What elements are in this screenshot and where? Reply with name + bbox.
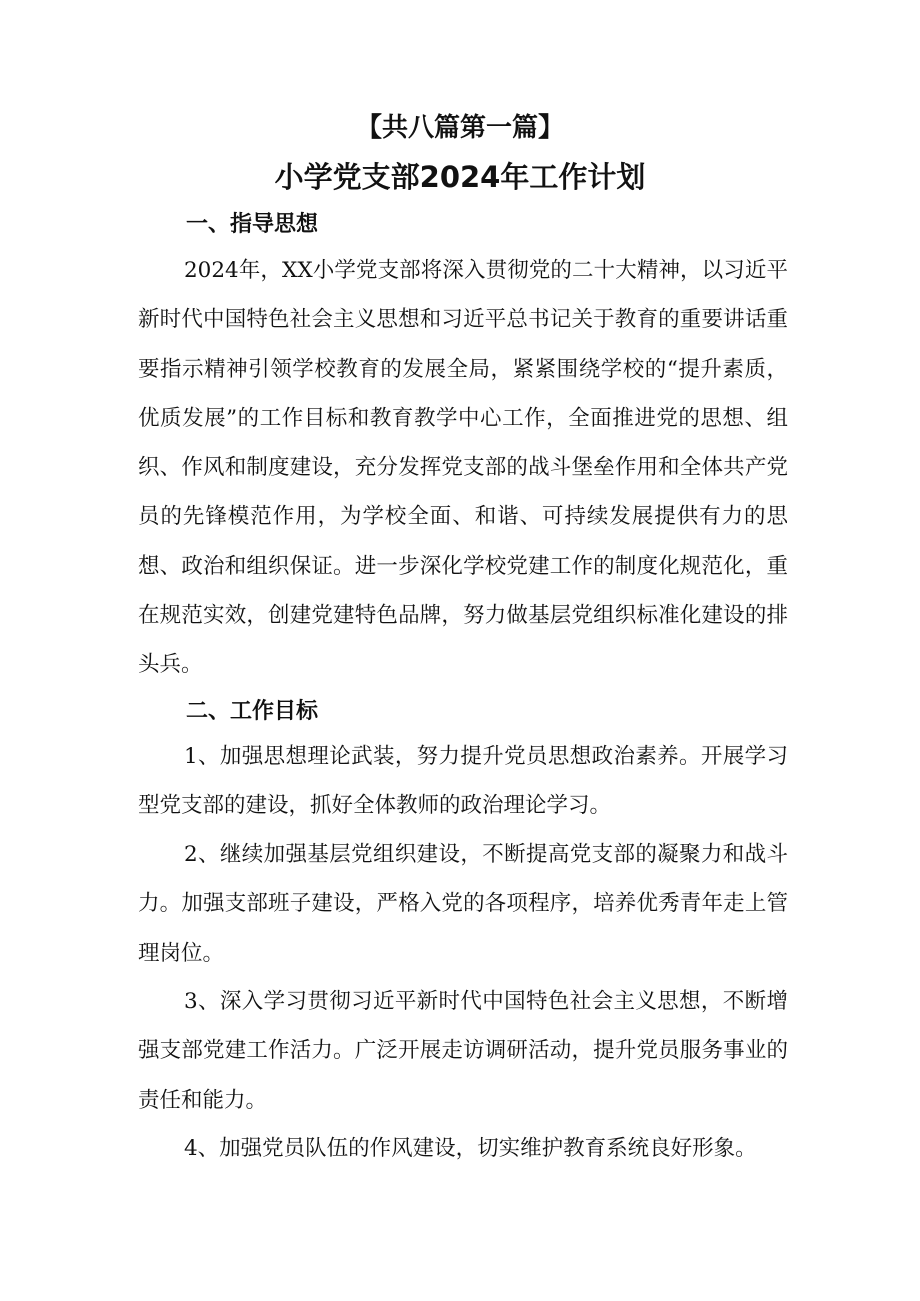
paragraph-goal-3: 3、深入学习贯彻习近平新时代中国特色社会主义思想，不断增强支部党建工作活力。广泛开展走访调研活动，提升党员服务事业的责任和能力。: [138, 989, 788, 1113]
paragraph-goal-2: 2、继续加强基层党组织建设，不断提高党支部的凝聚力和战斗力。加强支部班子建设，严格入党的各项程序，培养优秀青年走上管理岗位。: [138, 842, 788, 966]
section-heading-guiding-ideology: 一、指导思想: [186, 212, 319, 237]
paragraph-goal-4: 4、加强党员队伍的作风建设，切实维护教育系统良好形象。: [184, 1136, 757, 1161]
paragraph-guiding-ideology: 2024年，XX小学党支部将深入贯彻党的二十大精神，以习近平新时代中国特色社会主义思想和习近平总书记关于教育的重要讲话重要指示精神引领学校教育的发展全局，紧紧围绕学校的“提升素质，优质发展”的工作目标和教育教学中心工作，全面推进党的思想、组织、作风和制度建设，充分发挥党支部的战斗堡垒作用和全体共产党员的先锋模范作用，为学校全面、和谐、可持续发展提供有力的思想、政治和组织保证。进一步深化学校党建工作的制度化规范化，重在规范实效，创建党建特色品牌，努力做基层党组织标准化建设的排头兵。: [138, 258, 788, 678]
series-title: 【共八篇第一篇】: [355, 113, 564, 143]
document-title: 小学党支部2024年工作计划: [274, 160, 646, 194]
section-heading-work-goals: 二、工作目标: [186, 699, 319, 724]
paragraph-goal-1: 1、加强思想理论武装，努力提升党员思想政治素养。开展学习型党支部的建设，抓好全体教师的政治理论学习。: [138, 744, 788, 819]
